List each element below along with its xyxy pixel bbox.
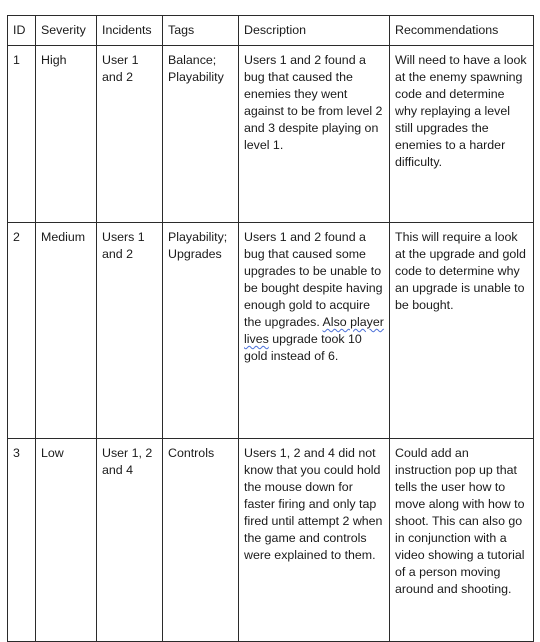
cell-description — [239, 223, 390, 439]
cell-incidents: User 1 and 2 — [97, 46, 163, 223]
table-row — [8, 439, 534, 642]
cell-severity: Low — [36, 439, 97, 642]
cell-recommendations: This will require a look at the upgrade and gold code to determine why an upgrade is unable to be bought. — [390, 223, 534, 439]
description-text: Users 1 and 2 found a bug that caused the enemies they went against to be from level 2 and 3 despite playing on level 1. — [244, 53, 383, 152]
cell-description — [239, 46, 390, 223]
cell-id: 2 — [8, 223, 36, 439]
description-text: Users 1, 2 and 4 did not know that you could hold the mouse down for faster firing and only tap fired until attempt 2 when the game and controls were explained to them. — [244, 446, 383, 562]
issues-table — [7, 15, 534, 642]
header-row — [8, 16, 534, 46]
header-recommendations: Recommendations — [390, 16, 534, 46]
description-underlined-text: Also player lives — [244, 315, 384, 346]
header-description: Description — [239, 16, 390, 46]
cell-recommendations: Could add an instruction pop up that tells the user how to move along with how to shoot. This can also go in conjunction with a video showing a tutorial of a person moving around and shooting. — [390, 439, 534, 642]
cell-description — [239, 439, 390, 642]
header-id: ID — [8, 16, 36, 46]
cell-incidents: User 1, 2 and 4 — [97, 439, 163, 642]
cell-id: 1 — [8, 46, 36, 223]
description-text: Users 1 and 2 found a bug that caused some upgrades to be unable to be bought despite having enough gold to acquire the upgrades. — [244, 230, 383, 329]
cell-tags: Playability; Upgrades — [163, 223, 239, 439]
description-tail-text: upgrade took 10 gold instead of 6. — [244, 332, 362, 363]
header-severity: Severity — [36, 16, 97, 46]
cell-severity: High — [36, 46, 97, 223]
table-row — [8, 223, 534, 439]
cell-recommendations: Will need to have a look at the enemy spawning code and determine why replaying a level still upgrades the enemies to a harder difficulty. — [390, 46, 534, 223]
cell-incidents: Users 1 and 2 — [97, 223, 163, 439]
header-tags: Tags — [163, 16, 239, 46]
cell-id: 3 — [8, 439, 36, 642]
table-row — [8, 46, 534, 223]
header-incidents: Incidents — [97, 16, 163, 46]
cell-severity: Medium — [36, 223, 97, 439]
cell-tags: Controls — [163, 439, 239, 642]
cell-tags: Balance; Playability — [163, 46, 239, 223]
